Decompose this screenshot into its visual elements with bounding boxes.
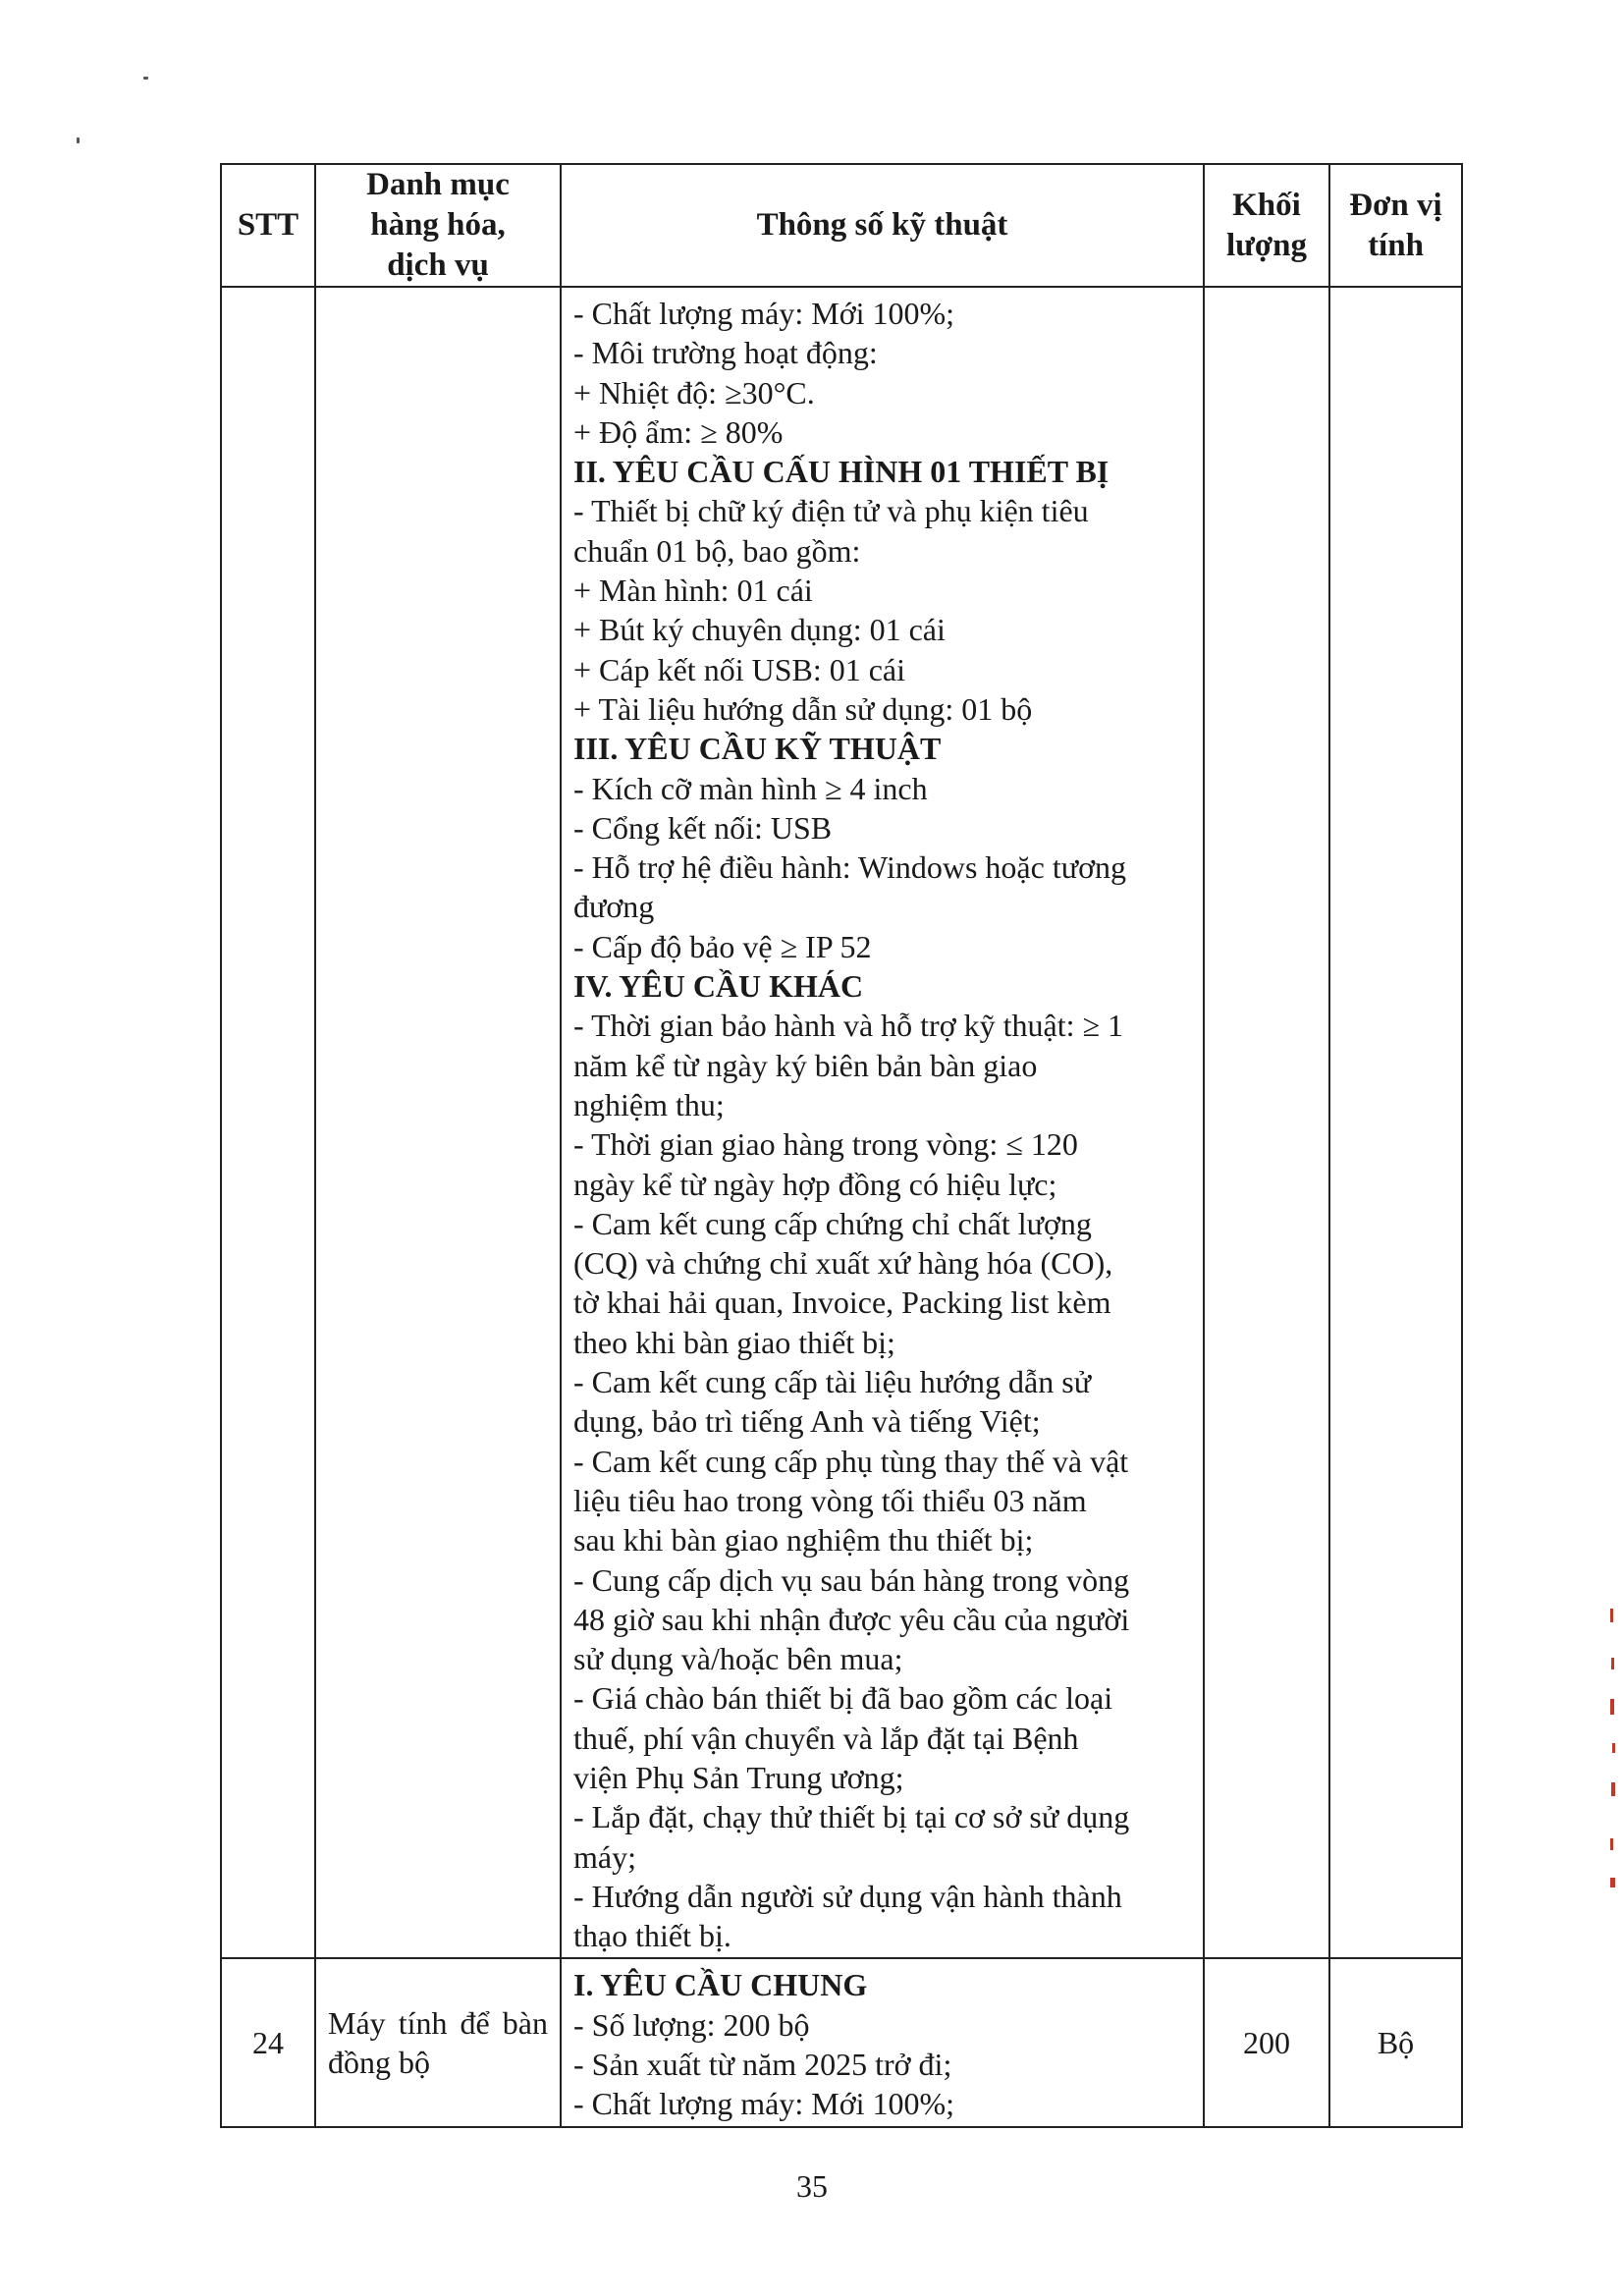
cell-unit	[1329, 287, 1462, 1958]
specification-table	[220, 163, 1463, 2128]
spec-line: chuẩn 01 bộ, bao gồm:	[573, 532, 861, 569]
spec-line: nghiệm thu;	[573, 1086, 725, 1122]
spec-line: - Chất lượng máy: Mới 100%;	[573, 2086, 955, 2122]
spec-line: 48 giờ sau khi nhận được yêu cầu của người	[573, 1601, 1130, 1637]
spec-section-heading: IV. YÊU CẦU KHÁC	[573, 968, 864, 1005]
spec-line: - Thời gian giao hàng trong vòng: ≤ 120	[573, 1126, 1078, 1163]
cell-stt: 24	[221, 1958, 315, 2126]
spec-line: năm kể từ ngày ký biên bản bàn giao	[573, 1047, 1038, 1083]
header-item-line: Danh mục	[366, 167, 510, 202]
cell-quantity	[1204, 287, 1329, 1958]
spec-line: máy;	[573, 1838, 636, 1875]
spec-line: - Cung cấp dịch vụ sau bán hàng trong vòng	[573, 1561, 1130, 1598]
spec-line: - Thiết bị chữ ký điện tử và phụ kiện tiêu	[573, 493, 1089, 529]
cell-stt	[221, 287, 315, 1958]
spec-line: - Cổng kết nối: USB	[573, 809, 833, 846]
spec-line: sử dụng và/hoặc bên mua;	[573, 1641, 903, 1677]
header-item-line: dịch vụ	[387, 247, 489, 283]
spec-line: liệu tiêu hao trong vòng tối thiểu 03 năm	[573, 1482, 1087, 1518]
scan-mark	[1610, 1838, 1613, 1850]
spec-line: - Lắp đặt, chạy thử thiết bị tại cơ sở sử dụng	[573, 1799, 1130, 1835]
cell-item: Máy tính để bàn đồng bộ	[315, 1958, 561, 2126]
spec-line: viện Phụ Sản Trung ương;	[573, 1759, 904, 1795]
header-quantity-line: Khối	[1232, 187, 1301, 223]
spec-line: + Tài liệu hướng dẫn sử dụng: 01 bộ	[573, 690, 1033, 727]
table-row-continued	[221, 287, 1462, 1958]
spec-line: - Cam kết cung cấp tài liệu hướng dẫn sử	[573, 1364, 1092, 1400]
spec-line: - Môi trường hoạt động:	[573, 335, 878, 371]
spec-section-heading: III. YÊU CẦU KỸ THUẬT	[573, 731, 942, 767]
header-quantity	[1204, 164, 1329, 287]
scan-mark	[1610, 1878, 1615, 1887]
spec-line: sau khi bàn giao nghiệm thu thiết bị;	[573, 1522, 1034, 1558]
spec-section-heading: II. YÊU CẦU CẤU HÌNH 01 THIẾT BỊ	[573, 454, 1110, 490]
scan-mark	[1611, 1782, 1615, 1796]
spec-line: + Màn hình: 01 cái	[573, 573, 813, 609]
spec-line: - Cam kết cung cấp chứng chỉ chất lượng	[573, 1205, 1092, 1241]
spec-line: - Cấp độ bảo vệ ≥ IP 52	[573, 928, 872, 964]
spec-line: + Bút ký chuyên dụng: 01 cái	[573, 612, 946, 648]
header-unit	[1329, 164, 1462, 287]
spec-line: (CQ) và chứng chỉ xuất xứ hàng hóa (CO),	[573, 1245, 1113, 1282]
spec-line: - Sản xuất từ năm 2025 trở đi;	[573, 2047, 952, 2083]
scan-speck	[143, 77, 148, 80]
header-item	[315, 164, 561, 287]
header-unit-line: tính	[1368, 227, 1424, 263]
spec-lines	[573, 294, 1193, 1955]
spec-line: - Số lượng: 200 bộ	[573, 2006, 810, 2043]
header-quantity-line: lượng	[1225, 227, 1308, 263]
spec-line: - Cam kết cung cấp phụ tùng thay thế và vật	[573, 1443, 1129, 1479]
spec-line: đương	[573, 889, 655, 925]
header-unit-line: Đơn vị	[1349, 187, 1442, 223]
scan-mark	[1612, 1743, 1615, 1753]
header-spec: Thông số kỹ thuật	[561, 164, 1204, 287]
page-number: 35	[796, 2168, 828, 2204]
scan-mark	[1611, 1658, 1614, 1669]
spec-line: + Cáp kết nối USB: 01 cái	[573, 651, 906, 687]
spec-line: - Giá chào bán thiết bị đã bao gồm các loại	[573, 1680, 1113, 1717]
scan-mark	[1610, 1609, 1613, 1622]
cell-item	[315, 287, 561, 1958]
spec-line: + Độ ẩm: ≥ 80%	[573, 413, 784, 450]
header-stt: STT	[221, 164, 315, 287]
table-header-row	[221, 164, 1462, 287]
cell-spec	[561, 1958, 1204, 2126]
table-row-24	[221, 1958, 1462, 2126]
spec-line: + Nhiệt độ: ≥30°C.	[573, 374, 815, 410]
spec-line: tờ khai hải quan, Invoice, Packing list kèm	[573, 1285, 1111, 1321]
spec-line: thạo thiết bị.	[573, 1918, 731, 1954]
spec-line: - Kích cỡ màn hình ≥ 4 inch	[573, 770, 928, 806]
spec-line: theo khi bàn giao thiết bị;	[573, 1324, 895, 1360]
spec-line: - Hướng dẫn người sử dụng vận hành thành	[573, 1878, 1122, 1914]
spec-line: thuế, phí vận chuyển và lắp đặt tại Bệnh	[573, 1720, 1079, 1756]
cell-unit: Bộ	[1329, 1958, 1462, 2126]
spec-line: ngày kể từ ngày hợp đồng có hiệu lực;	[573, 1166, 1057, 1202]
spec-line: - Thời gian bảo hành và hỗ trợ kỹ thuật: ≥ 1	[573, 1008, 1124, 1044]
scan-speck	[77, 137, 80, 143]
spec-lines	[573, 1965, 1193, 2123]
cell-quantity: 200	[1204, 1958, 1329, 2126]
spec-section-heading: I. YÊU CẦU CHUNG	[573, 1967, 868, 2003]
header-item-line: hàng hóa,	[370, 207, 506, 243]
scan-mark	[1610, 1699, 1614, 1715]
spec-line: dụng, bảo trì tiếng Anh và tiếng Việt;	[573, 1403, 1041, 1440]
spec-line: - Chất lượng máy: Mới 100%;	[573, 296, 955, 331]
spec-line: - Hỗ trợ hệ điều hành: Windows hoặc tương	[573, 849, 1126, 886]
cell-spec	[561, 287, 1204, 1958]
